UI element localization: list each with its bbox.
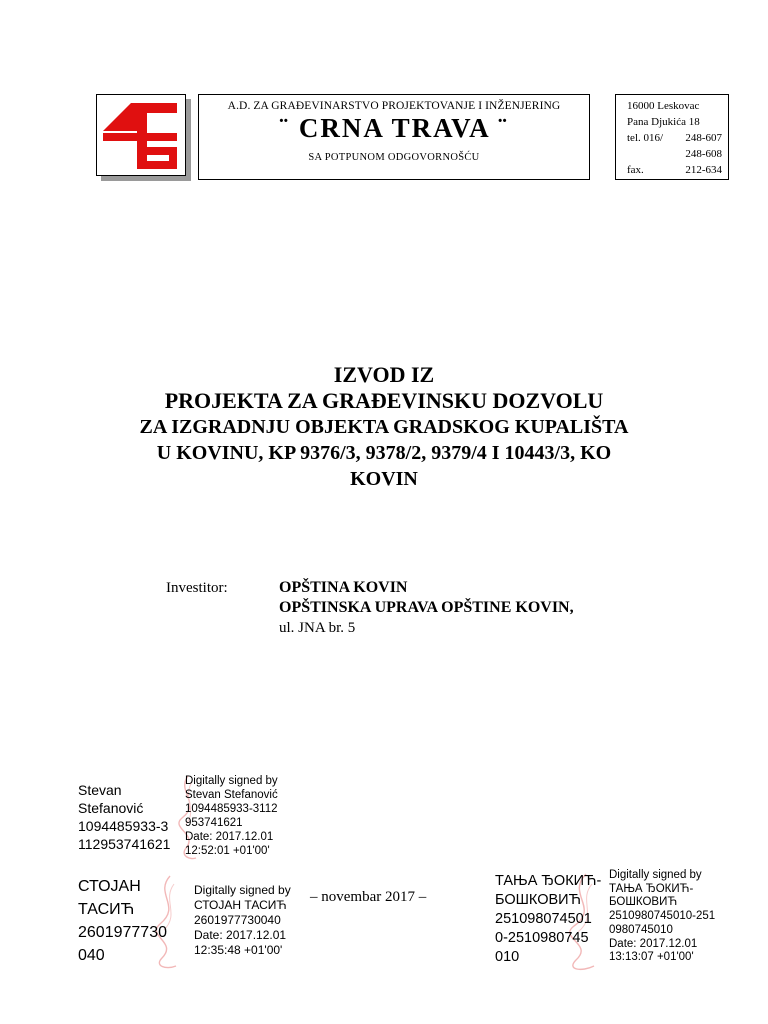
investor-line-2: OPŠTINSKA UPRAVA OPŠTINE KOVIN,	[279, 599, 574, 616]
title-line-5: KOVIN	[350, 468, 418, 490]
title-line-4: U KOVINU, KP 9376/3, 9378/2, 9379/4 I 10443/3, KO	[156, 442, 612, 464]
investor-line-1: OPŠTINA KOVIN	[279, 579, 408, 596]
address-box	[615, 94, 729, 180]
signature-1-info: Digitally signed by Stevan Stefanović 1094485933-3112 953741621 Date: 2017.12.01 12:52:01 +01'00'	[185, 775, 278, 857]
tel-1: 248-607	[685, 132, 722, 144]
investor-label: Investitor:	[166, 580, 228, 596]
company-logo	[96, 94, 186, 176]
signature-3-name: ТАЊА ЂОКИЋ- БОШКОВИЋ 251098074501 0-2510980745 010	[495, 873, 602, 965]
title-line-2: PROJEKTA ZA GRAĐEVINSKU DOZVOLU	[164, 388, 604, 413]
fax-label: fax.	[627, 164, 644, 176]
liability-line: SA POTPUNOM ODGOVORNOŠĆU	[308, 152, 480, 163]
title-line-3: ZA IZGRADNJU OBJEKTA GRADSKOG KUPALIŠTA	[139, 416, 629, 438]
signature-2-name: СТОЈАН ТАСИЋ 2601977730 040	[78, 878, 167, 964]
company-name: ¨ CRNA TRAVA ¨	[279, 113, 509, 143]
tel-2: 248-608	[685, 148, 722, 160]
address-city: 16000 Leskovac	[627, 100, 700, 112]
logo-mark-icon	[97, 95, 185, 175]
signature-3-info: Digitally signed by ТАЊА ЂОКИЋ- БОШКОВИЋ 2510980745010-251 0980745010 Date: 2017.12.01 13:13:07 +01'00'	[609, 869, 716, 964]
company-header-box	[198, 94, 590, 180]
date-line: – novembar 2017 –	[310, 889, 427, 905]
tel-label: tel. 016/	[627, 132, 664, 144]
fax-number: 212-634	[685, 164, 722, 176]
signature-1-name: Stevan Stefanović 1094485933-3 112953741621	[78, 782, 171, 852]
title-line-1: IZVOD IZ	[333, 362, 435, 387]
document-title	[60, 362, 708, 492]
investor-line-3: ul. JNA br. 5	[279, 620, 356, 636]
address-street: Pana Djukića 18	[627, 116, 700, 128]
signature-2-info: Digitally signed by СТОЈАН ТАСИЋ 2601977730040 Date: 2017.12.01 12:35:48 +01'00'	[194, 883, 291, 957]
company-line: A.D. ZA GRAĐEVINARSTVO PROJEKTOVANJE I INŽENJERING	[227, 100, 561, 112]
